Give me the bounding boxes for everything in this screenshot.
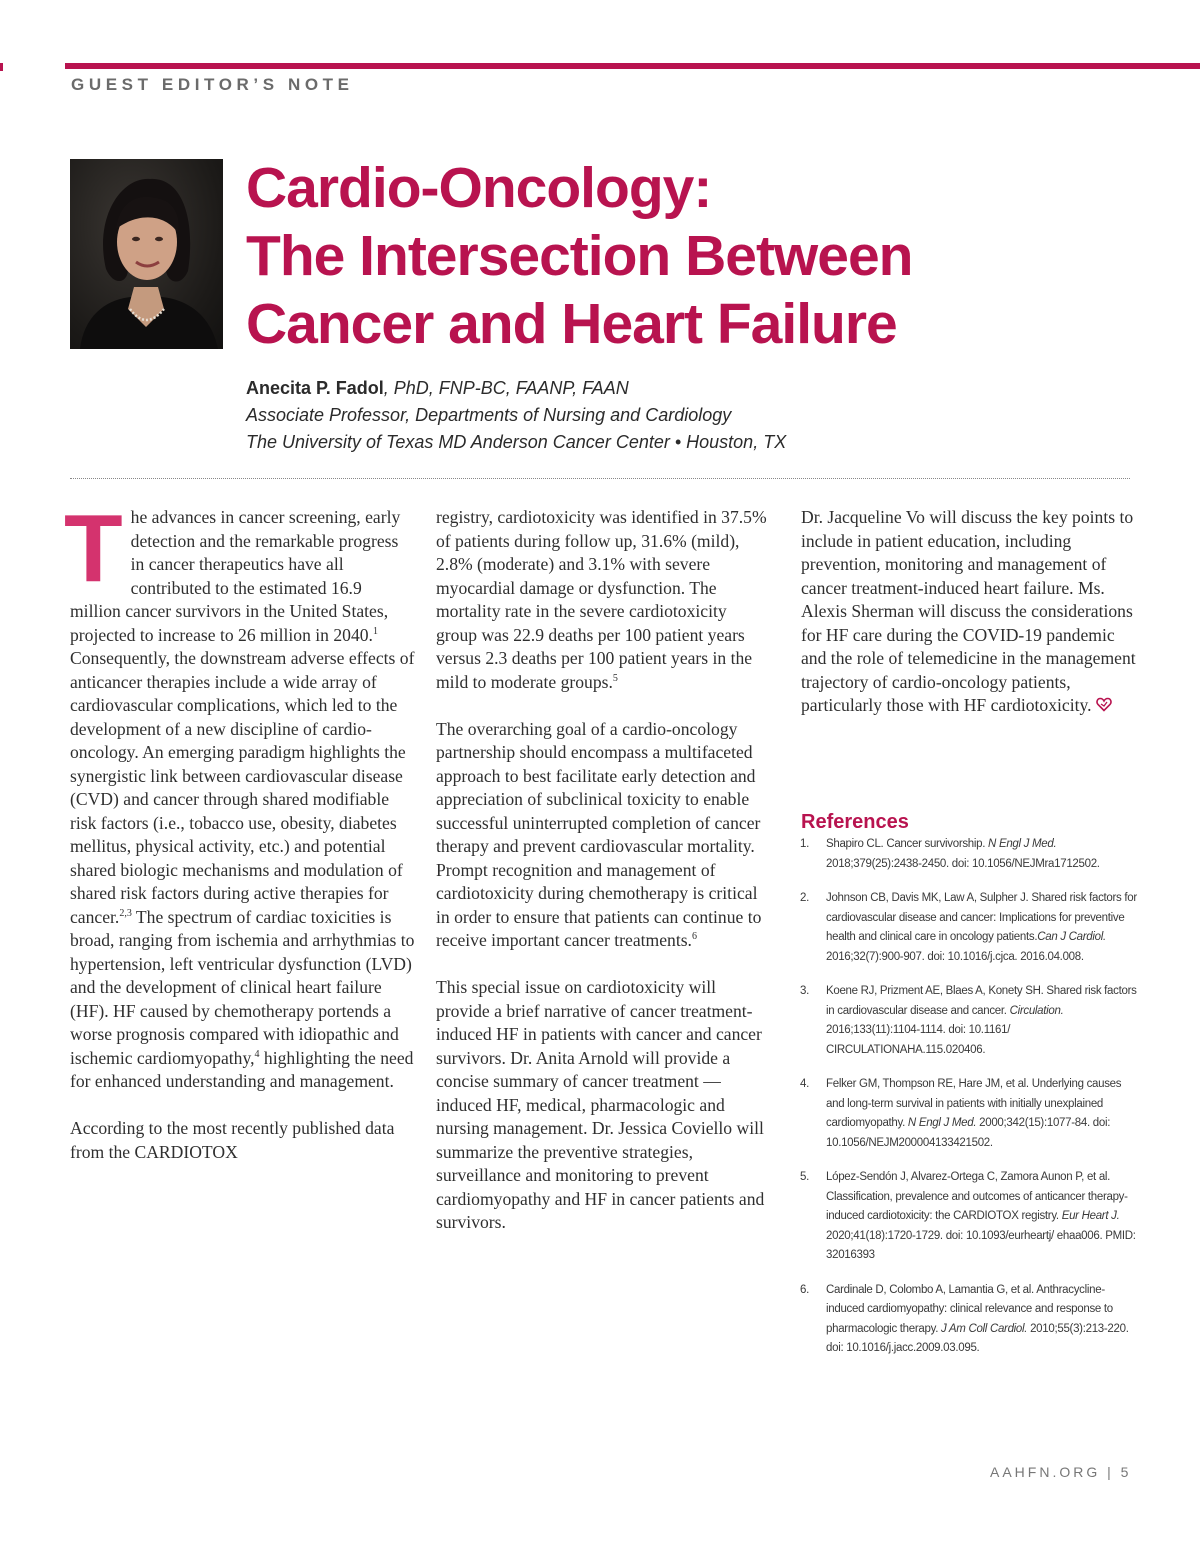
- reference-text: [826, 1168, 1140, 1266]
- citation: 6: [691, 931, 697, 943]
- reference-item: [800, 889, 1140, 967]
- reference-authors-title: Koene RJ, Prizment AE, Blaes A, Konety SH. Shared risk factors in cardiovascular disease and cancer.: [826, 985, 1137, 1017]
- title-line-1: Cardio-Oncology:: [246, 156, 712, 220]
- paragraph-text: registry, cardiotoxicity was identified in 37.5% of patients during follow up, 31.6% (mild), 2.8% (moderate) and 3.1% with severe myocardial damage or dysfunction. The mortality rate in the severe cardiotoxicity group was 22.9 deaths per 100 patient years versus 2.3 deaths per 100 patient years in the mild to moderate groups.: [436, 507, 767, 692]
- paragraph: [436, 506, 771, 694]
- header-rule: [65, 63, 1200, 69]
- paragraph-text: highlighting the need for enhanced understanding and management.: [70, 1047, 414, 1091]
- reference-citation: 2000;342(15):1077-84. doi: 10.1056/NEJM200004133421502.: [826, 1117, 1111, 1149]
- reference-text: [826, 835, 1140, 874]
- reference-number: 6.: [800, 1283, 809, 1296]
- byline: [246, 375, 786, 456]
- reference-authors-title: Cardinale D, Colombo A, Lamantia G, et al. Anthracycline-induced cardiomyopathy: clinical relevance and response to pharmacologic therapy.: [826, 1283, 1113, 1335]
- reference-number: 1.: [800, 838, 809, 850]
- reference-text: [826, 1075, 1140, 1153]
- reference-text: [826, 982, 1140, 1060]
- reference-citation: 2020;41(18):1720-1729. doi: 10.1093/eurheartj/ ehaa006. PMID: 32016393: [826, 1229, 1136, 1261]
- reference-journal: J Am Coll Cardiol.: [940, 1322, 1028, 1335]
- reference-citation: 2016;32(7):900-907. doi: 10.1016/j.cjca. 2016.04.008.: [826, 950, 1084, 963]
- author-credentials: , PhD, FNP-BC, FAANP, FAAN: [383, 378, 629, 398]
- paragraph-text: The overarching goal of a cardio-oncology partnership should encompass a multifaceted approach to best facilitate early detection and appreciation of subclinical toxicity to enable successful uninterrupted completion of cancer therapy and prevent cardiovascular mortality. Prompt recognition and management of cardiotoxicity during chemotherapy is critical in order to ensure that patients can continue to receive important cancer treatments.: [436, 718, 762, 950]
- reference-item: [800, 1075, 1140, 1153]
- paragraph: This special issue on cardiotoxicity will provide a brief narrative of cancer treatment-induced HF in patients with cancer and cancer survivors. Dr. Anita Arnold will provide a concise summary of cancer treatment — induced HF, medical, pharmacologic and nursing management. Dr. Jessica Coviello will summarize the preventive strategies, surveillance and monitoring to prevent cardiomyopathy and HF in cancer patients and survivors.: [436, 977, 765, 1232]
- paragraph-text: Dr. Jacqueline Vo will discuss the key points to include in patient education, including prevention, monitoring and management of cancer treatment-induced heart failure. Ms. Alexis Sherman will discuss the considerations for HF care during the COVID-19 pandemic and the role of telemedicine in the management trajectory of cardio-oncology patients, particularly those with HF cardiotoxicity.: [801, 507, 1136, 715]
- reference-item: [800, 835, 1140, 874]
- reference-journal: N Engl J Med.: [988, 838, 1057, 850]
- reference-authors-title: Johnson CB, Davis MK, Law A, Sulpher J. Shared risk factors for cardiovascular disease and cancer: Implications for preventive health and clinical care in oncology patients.: [826, 892, 1137, 943]
- reference-journal: Eur Heart J.: [1061, 1210, 1120, 1222]
- reference-journal: Circulation.: [1009, 1004, 1064, 1017]
- reference-number: 2.: [800, 892, 809, 904]
- citation: 1: [372, 625, 378, 637]
- reference-item: [800, 982, 1140, 1060]
- references-heading: References: [801, 811, 909, 833]
- page-footer: AAHFN.ORG | 5: [990, 1464, 1132, 1480]
- paragraph-text: he advances in cancer screening, early detection and the remarkable progress in cancer therapeutics have all contributed to the estimated 16.9 million cancer survivors in the United States, projected to increase to 26 million in 2040.: [70, 507, 401, 645]
- drop-cap: T: [64, 495, 123, 602]
- body-column-1: [64, 495, 415, 1188]
- body-column-2: [436, 506, 771, 1258]
- reference-authors-title: López-Sendón J, Alvarez-Ortega C, Zamora Aunon P, et al. Classification, prevalence and outcomes of anticancer therapy-induced cardiotoxicity: the CARDIOTOX registry.: [826, 1171, 1128, 1222]
- reference-citation: 2018;379(25):2438-2450. doi: 10.1056/NEJMra1712502.: [826, 857, 1100, 870]
- paragraph: [436, 718, 771, 953]
- reference-journal: N Engl J Med.: [907, 1117, 977, 1129]
- author-photo: [70, 159, 223, 349]
- reference-text: [826, 1281, 1140, 1359]
- corner-mark: [0, 63, 3, 71]
- author-name: Anecita P. Fadol: [246, 378, 384, 398]
- paragraph-text: The spectrum of cardiac toxicities is broad, ranging from ischemia and arrhythmias to hypertension, left ventricular dysfunction (LVD) and the development of clinical heart failure (HF). HF caused by chemotherapy portends a worse prognosis compared with idiopathic and ischemic cardiomyopathy,: [70, 906, 415, 1068]
- reference-citation: 2010;55(3):213-220. doi: 10.1016/j.jacc.2009.03.095.: [826, 1322, 1129, 1354]
- title-line-2: The Intersection Between: [246, 224, 913, 288]
- citation: 2,3: [119, 907, 132, 919]
- citation: 4: [254, 1048, 260, 1060]
- reference-authors-title: Felker GM, Thompson RE, Hare JM, et al. Underlying causes and long-term survival in patients with initially unexplained cardiomyopathy.: [826, 1078, 1122, 1129]
- paragraph: [64, 495, 415, 1094]
- author-position: Associate Professor, Departments of Nursing and Cardiology: [246, 405, 732, 425]
- author-institution: The University of Texas MD Anderson Cancer Center • Houston, TX: [246, 432, 787, 452]
- reference-item: [800, 1168, 1140, 1266]
- citation: 5: [612, 672, 618, 684]
- section-label: GUEST EDITOR’S NOTE: [71, 75, 354, 94]
- reference-number: 5.: [800, 1171, 809, 1183]
- heart-icon: [1096, 695, 1112, 719]
- paragraph: [801, 506, 1136, 719]
- references-list: [800, 835, 1140, 1374]
- dotted-divider: [70, 478, 1130, 479]
- reference-number: 3.: [800, 985, 809, 997]
- author-line: [246, 375, 786, 402]
- reference-citation: 2016;133(11):1104-1114. doi: 10.1161/ CIRCULATIONAHA.115.020406.: [826, 1024, 1011, 1056]
- paragraph: According to the most recently published data from the CARDIOTOX: [70, 1118, 395, 1162]
- title-line-3: Cancer and Heart Failure: [246, 292, 897, 356]
- reference-number: 4.: [800, 1078, 809, 1090]
- body-column-3: [801, 506, 1136, 742]
- reference-authors-title: Shapiro CL. Cancer survivorship.: [826, 838, 989, 850]
- reference-item: [800, 1281, 1140, 1359]
- article-title: [246, 154, 1166, 358]
- paragraph-text: Consequently, the downstream adverse effects of anticancer therapies include a wide array of cardiovascular complications, which led to the development of a new discipline of cardio-oncology. An emerging paradigm highlights the synergistic link between cardiovascular disease (CVD) and cancer through shared modifiable risk factors (i.e., tobacco use, obesity, diabetes mellitus, physical activity, etc.) and potential shared biologic mechanisms and modulation of shared risk factors during active therapies for cancer.: [70, 648, 415, 927]
- reference-text: [826, 889, 1140, 967]
- reference-journal: Can J Cardiol.: [1037, 931, 1106, 943]
